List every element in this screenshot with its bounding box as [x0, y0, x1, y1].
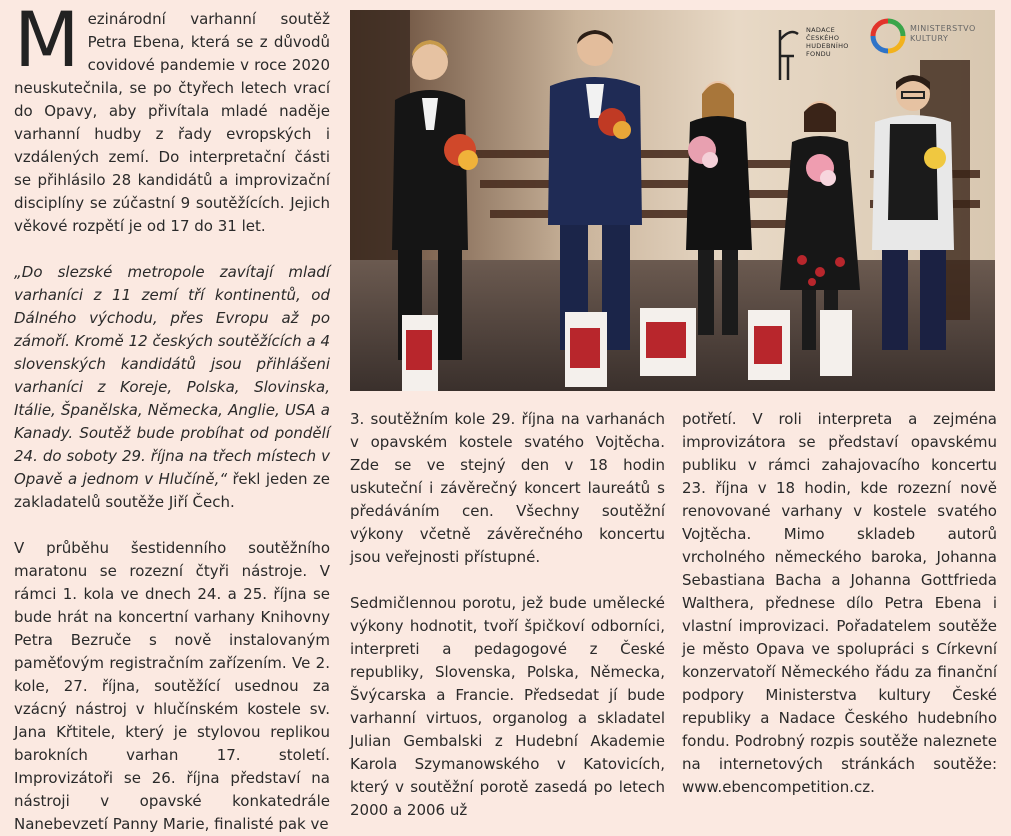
quote-text: „Do slezské metropole zavítají mladí varhaníci z 11 zemí tří kontinentů, od Dálného východu, přes Evropu až po zámoří. Kromě 12 českých soutěžících a 4 slovenských kandidátů jsou přihlášeni varhaníci z Koreje, Polska, Slovinska, Itálie, Španělska, Německa, Anglie, USA a Kanady. Soutěž bude probíhat od pondělí 24. do soboty 29. října na třech místech v Opavě a jednom v Hlučíně,“: [14, 263, 330, 488]
laureates-photo: [350, 10, 995, 391]
ministry-logo-icon: [870, 18, 906, 54]
photo-illustration: [350, 10, 995, 391]
article-column-1: [14, 0, 331, 836]
final-round-paragraph: 3. soutěžním kole 29. října na varhanách v opavském kostele svatého Vojtěcha. Zde se ve stejný den v 18 hodin uskuteční i závěrečný koncert laureátů s předáváním cen. Všechny soutěžní výkony včetně závěrečného koncertu jsou veřejnosti přístupné.: [350, 410, 665, 566]
article-column-3: [682, 408, 997, 799]
article-column-2: [350, 408, 665, 822]
rounds-paragraph: V průběhu šestidenního soutěžního maratonu se rozezní čtyři nástroje. V rámci 1. kola ve dnech 24. a 25. října se bude hrát na koncertní varhany Knihovny Petra Bezruče s nově instalovaným paměťovým registračním zařízením. Ve 2. kole, 27. října, soutěžící usednou za vzácný nástroj v hlučínském kostele sv. Jana Křtitele, který je stylovou replikou barokních varhan 17. století. Improvizátoři se 26. října představí na nástroji v opavské konkatedrále Nanebevzetí Panny Marie, finalisté pak ve: [14, 539, 330, 833]
drop-cap: M: [14, 0, 80, 84]
quote-paragraph: [14, 261, 330, 514]
fund-logo-text: NADACE ČESKÉHO HUDEBNÍHO FONDU: [806, 26, 849, 58]
quote-attribution: řekl jeden ze zakladatelů soutěže Jiří Čech.: [14, 470, 331, 511]
fund-logo-icon: [774, 20, 804, 90]
jury-paragraph: Sedmičlennou porotu, jež bude umělecké výkony hodnotit, tvoří špičkoví odborníci, interpreti a pedagogové z České republiky, Slovenska, Polska, Německa, Švýcarska a Francie. Předsedat jí bude varhanní virtuos, organolog a skladatel Julian Gembalski z Hudební Akademie Karola Szymanowského v Katovicích, který v soutěžní porotě zasedá po letech 2000 a 2006 už: [350, 594, 665, 819]
concert-paragraph: potřetí. V roli interpreta a zejména improvizátora se představí opavskému publiku v rámci zahajovacího koncertu 23. října v 18 hodin, kde rozezní nově renovované varhany v kostele svatého Vojtěcha. Mimo skladeb autorů vrcholného německého baroka, Johanna Sebastiana Bacha a Johanna Gottfrieda Walthera, přednese dílo Petra Ebena i vlastní improvizaci. Pořadatelem soutěže je město Opava ve spolupráci s Církevní konzervatoří Německého řádu za finanční podpory Ministerstva kultury České republiky a Nadace Českého hudebního fondu. Podrobný rozpis soutěže naleznete na internetových stránkách soutěže: www.ebencompetition.cz.: [682, 410, 997, 796]
ministry-logo-text: MINISTERSTVO KULTURY: [910, 24, 976, 43]
ministry-logo: [870, 18, 995, 54]
intro-paragraph: ezinárodní varhanní soutěž Petra Ebena, která se z důvodů covidové pandemie v roce 2020 neuskutečnila, se po čtyřech letech vrací do Opavy, aby přivítala mladé naděje varhanní hudby z řady evropských i vzdálených zemí. Do interpretační části se přihlásilo 28 kandidátů a improvizační disciplíny se zúčastní 9 soutěžících. Jejich věkové rozpětí je od 17 do 31 let.: [14, 10, 330, 235]
